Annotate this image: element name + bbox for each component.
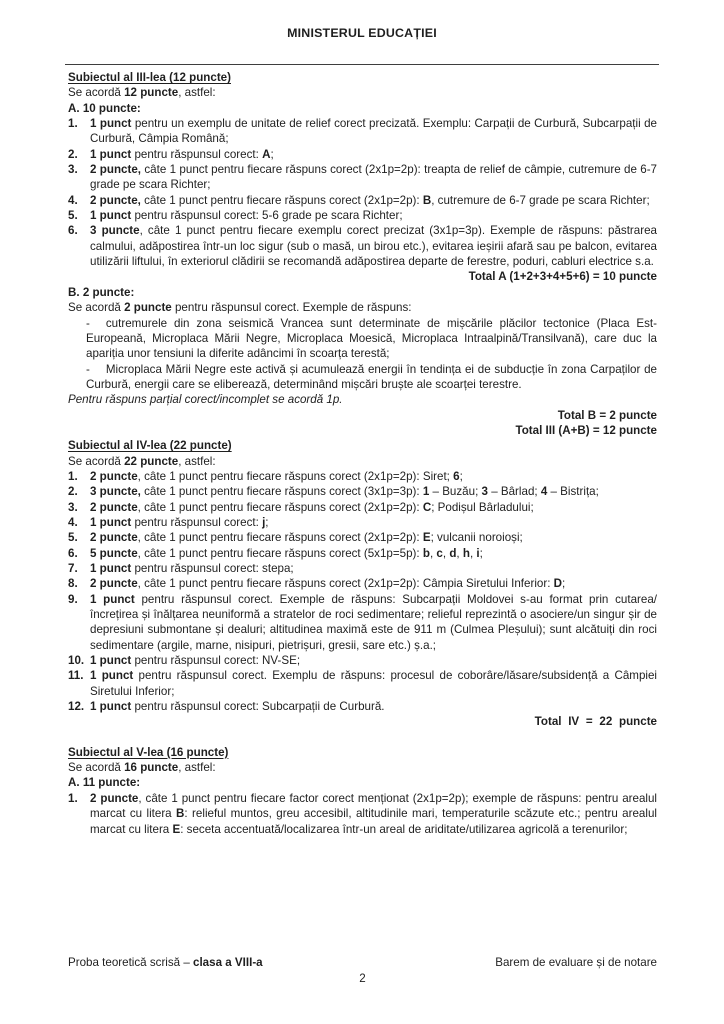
dash-marker: -: [86, 316, 90, 330]
section-heading: Subiectul al III-lea (12 puncte): [68, 71, 231, 84]
page-number: 2: [359, 972, 366, 986]
numbered-list-item: [68, 515, 657, 530]
numbered-list-item: [68, 147, 657, 162]
footer-row: [68, 955, 657, 970]
footer-left-prefix: Proba teoretică scrisă –: [68, 956, 194, 969]
numbered-list-item: [68, 653, 657, 668]
numbered-list-item: [68, 668, 657, 699]
total-line: Total III (A+B) = 12 puncte: [515, 423, 657, 437]
paragraph: Se acordă 16 puncte, astfel:: [68, 761, 216, 775]
paragraph: Se acordă 2 puncte pentru răspunsul corect. Exemple de răspuns:: [68, 301, 412, 315]
list-number: 5.: [68, 531, 78, 545]
footer-class-label: clasa a VIII-a: [193, 956, 263, 969]
list-item-text: 2 puncte, câte 1 punct pentru fiecare răspuns corect (2x1p=2p): B, cutremure de 6-7 grade pe scara Richter;: [90, 193, 650, 207]
list-number: 12.: [68, 700, 85, 714]
list-item-text: 2 puncte, câte 1 punct pentru fiecare răspuns corect (2x1p=2p): treapta de relief de câmpie, cutremure de 6-7 grade pe scara Richter;: [90, 163, 657, 192]
list-number: 10.: [68, 654, 85, 668]
total-line: Total IV = 22 puncte: [534, 715, 657, 729]
dash-item-text: cutremurele din zona seismică Vrancea sunt determinate de mișcările plăcilor tectonice (Placa Est-Europeană, Microplaca Mării Negre, Microplaca Moesică, Microplaca Intraalpină/Transilvană), care duc la apariția unor tensiuni la diferite adâncimi în scoarța terestă;: [86, 316, 657, 361]
document-body: [68, 70, 657, 837]
list-item-text: 1 punct pentru răspunsul corect: NV-SE;: [90, 654, 301, 668]
numbered-list-item: [68, 530, 657, 545]
list-number: 4.: [68, 193, 78, 207]
numbered-list-item: [68, 193, 657, 208]
numbered-list-item: [68, 116, 657, 147]
list-number: 11.: [68, 669, 84, 683]
list-number: 9.: [68, 592, 78, 606]
paragraph: A. 11 puncte:: [68, 776, 141, 790]
numbered-list-item: [68, 546, 657, 561]
list-number: 2.: [68, 485, 78, 499]
list-number: 8.: [68, 577, 78, 591]
numbered-list-item: [68, 223, 657, 269]
numbered-list-item: [68, 469, 657, 484]
list-number: 4.: [68, 515, 78, 529]
list-item-text: 2 puncte, câte 1 punct pentru fiecare factor corect menționat (2x1p=2p); exemple de răspuns: pentru arealul marcat cu litera B: relieful muntos, greu accesibil, altitudinile mari, temperaturile scăzute etc.; pentru arealul marcat cu litera E: seceta accentuată/localizarea într-un areal de ariditate/utilizarea agricolă a terenurilor;: [90, 791, 657, 836]
footer-left-text: [68, 955, 263, 970]
dash-list-item: [86, 316, 657, 362]
list-item-text: 3 puncte, câte 1 punct pentru fiecare exemplu corect precizat (3x1p=3p). Exemple de răspuns: păstrarea calmului, adăpostirea într-un loc sigur (sub o masă, un birou etc.), evitarea ieșirii afară sau pe balcon, evitarea utilizării liftului, în exteriorul clădirii se recomandă adăpostirea departe de ferestre, poduri, cabluri electrice s.a.: [90, 224, 657, 269]
list-number: 7.: [68, 562, 78, 575]
numbered-list-item: [68, 576, 657, 591]
list-number: 3.: [68, 163, 78, 177]
list-item-text: 2 puncte, câte 1 punct pentru fiecare răspuns corect (2x1p=2p): Câmpia Siretului Inferior: D;: [90, 577, 566, 591]
list-item-text: 2 puncte, câte 1 punct pentru fiecare răspuns corect (2x1p=2p): C; Podișul Bârladului;: [90, 500, 534, 514]
section-III: [68, 70, 657, 438]
list-number: 3.: [68, 500, 78, 514]
numbered-list-item: [68, 699, 657, 714]
numbered-list-item: [68, 162, 657, 193]
paragraph: A. 10 puncte:: [68, 101, 141, 115]
footer-right-text: Barem de evaluare și de notare: [495, 956, 657, 969]
section-V: [68, 745, 657, 837]
list-number: 6.: [68, 224, 78, 238]
list-number: 6.: [68, 546, 78, 560]
dash-marker: -: [86, 362, 90, 376]
numbered-list-item: [68, 561, 657, 576]
section-IV: [68, 438, 657, 730]
numbered-list-item: [68, 791, 657, 837]
list-item-text: 2 puncte, câte 1 punct pentru fiecare răspuns corect (2x1p=2p): Siret; 6;: [90, 469, 463, 483]
list-item-text: 1 punct pentru răspunsul corect: j;: [90, 515, 269, 529]
paragraph: Se acordă 22 puncte, astfel:: [68, 454, 216, 468]
list-item-text: 1 punct pentru răspunsul corect. Exemplu de răspuns: procesul de coborâre/lăsare/subsidență a Câmpiei Siretului Inferior;: [90, 669, 657, 698]
list-item-text: 1 punct pentru răspunsul corect: stepa;: [90, 562, 294, 575]
dash-item-text: Microplaca Mării Negre este activă și acumulează energii în tendința ei de subducție în zona Carpaților de Curbură, energii care se eliberează, determinând mișcări bruște ale scoarței terestre.: [86, 362, 657, 391]
dash-list-item: [86, 362, 657, 393]
list-item-text: 1 punct pentru răspunsul corect. Exemple de răspuns: Subcarpații Moldovei s-au format prin cutarea/încrețirea și înălțarea neuniformă a stratelor de roci sedimentare; relieful reprezintă o asociere/un singur șir de depresiuni submontane și dealuri; altitudinea maximă este de 911 m (Culmea Pleșului); sunt alcătuiți din roci sedimentare (argile, marne, nisipuri, pietrișuri, gresii, sare etc.) ș.a.;: [90, 592, 658, 652]
list-item-text: 1 punct pentru răspunsul corect: 5-6 grade pe scara Richter;: [90, 209, 403, 223]
numbered-list-item: [68, 500, 657, 515]
header-divider: [65, 64, 659, 65]
section-heading: Subiectul al IV-lea (22 puncte): [68, 439, 232, 453]
list-number: 5.: [68, 209, 78, 223]
list-number: 1.: [68, 791, 78, 805]
total-line: Total B = 2 puncte: [557, 408, 657, 422]
numbered-list-item: [68, 592, 657, 653]
list-item-text: 1 punct pentru răspunsul corect: Subcarpații de Curbură.: [90, 700, 385, 714]
paragraph: Se acordă 12 puncte, astfel:: [68, 86, 216, 100]
section-heading: Subiectul al V-lea (16 puncte): [68, 745, 229, 759]
list-item-text: 2 puncte, câte 1 punct pentru fiecare răspuns corect (2x1p=2p): E; vulcanii noroioși;: [90, 531, 523, 545]
paragraph: B. 2 puncte:: [68, 285, 135, 299]
numbered-list-item: [68, 484, 657, 499]
document-footer: [68, 955, 657, 987]
ministry-title: MINISTERUL EDUCAȚIEI: [287, 26, 437, 40]
paragraph: Pentru răspuns parțial corect/incomplet se acordă 1p.: [68, 393, 343, 407]
list-item-text: 1 punct pentru un exemplu de unitate de relief corect precizată. Exemplu: Carpații de Curbură, Subcarpații de Curbură, Câmpia Română;: [90, 117, 657, 146]
list-number: 2.: [68, 147, 78, 161]
list-item-text: 5 puncte, câte 1 punct pentru fiecare răspuns corect (5x1p=5p): b, c, d, h, i;: [90, 546, 483, 560]
list-item-text: 1 punct pentru răspunsul corect: A;: [90, 147, 274, 161]
numbered-list-item: [68, 208, 657, 223]
list-number: 1.: [68, 469, 78, 483]
list-number: 1.: [68, 117, 78, 131]
total-line: Total A (1+2+3+4+5+6) = 10 puncte: [468, 270, 657, 284]
list-item-text: 3 puncte, câte 1 punct pentru fiecare răspuns corect (3x1p=3p): 1 – Buzău; 3 – Bârlad; 4 – Bistrița;: [90, 485, 599, 499]
